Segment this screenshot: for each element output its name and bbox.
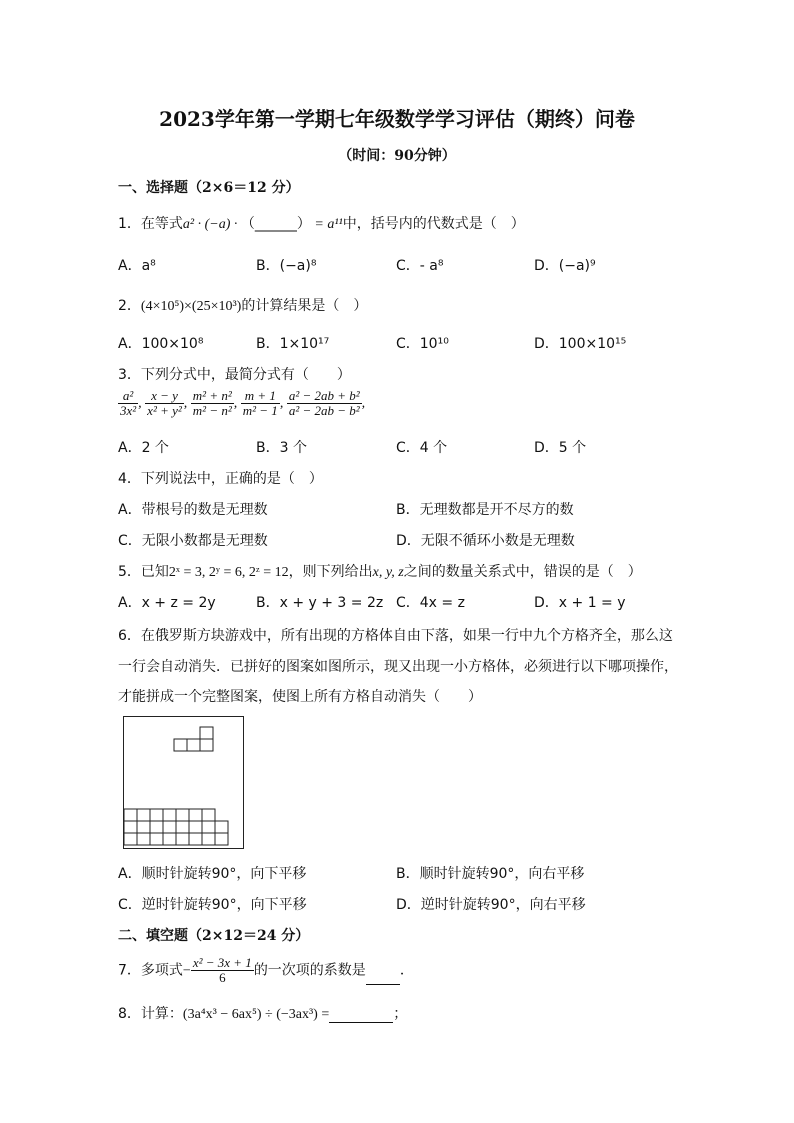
q4-option-b: B．无理数都是开不尽方的数 [396,502,574,518]
question-6-line1: 6．在俄罗斯方块游戏中，所有出现的方格体自由下落，如果一行中九个方格齐全，那么这 [118,628,673,644]
q5-vars: x, y, z [372,565,404,580]
question-4 [118,468,323,488]
q1-option-b: B．(−a)⁸ [256,258,317,274]
question-number: 3． [118,367,141,383]
q3-option-c: C．4 个 [396,440,448,456]
question-5 [118,561,642,581]
q2-option-c: C．10¹⁰ [396,336,449,352]
q3-option-a: A．2 个 [118,440,169,456]
q2-text: 的计算结果是（ ） [241,298,368,314]
question-8: 8．计算：(3a⁴x³ − 6ax⁵) ÷ (−3ax³) = ； [118,1006,408,1022]
tetris-grid-svg [124,717,242,847]
q5-option-b: B．x + y + 3 = 2z [256,595,384,611]
q5-expr: 2ˣ = 3, 2ʸ = 6, 2ᶻ = 12 [168,565,289,580]
q2-expr: (4×10⁵)×(25×10³) [140,299,242,314]
q1-expr: a² · (−a) · [182,217,241,232]
fraction: $\frac{\text{m² + n²}}{\text{m² − n²}}$ [192,388,232,418]
q1-post: 中，括号内的代数式是（ ） [342,216,525,232]
q4-option-d: D．无限不循环小数是无理数 [396,533,575,549]
q5-option-a: A．x + z = 2y [118,595,216,611]
q4-text: 下列说法中，正确的是（ ） [140,471,323,487]
q4-option-c: C．无限小数都是无理数 [118,533,268,549]
answer-blank[interactable] [366,970,400,985]
question-6-line2: 一行会自动消失．已拼好的图案如图所示，现又出现一小方格体，必须进行以下哪项操作， [118,659,678,675]
question-6-line3: 才能拼成一个完整图案，使图上所有方格自动消失（ ） [118,689,482,705]
q2-option-b: B．1×10¹⁷ [256,336,330,352]
q5-post: 之间的数量关系式中，错误的是（ ） [403,564,642,580]
question-number: 4． [118,471,141,487]
question-3 [118,364,351,384]
q6-option-d: D．逆时针旋转90°，向右平移 [396,897,586,913]
q1-option-c: C．- a⁸ [396,258,444,274]
piece-block [187,739,200,751]
q2-option-a: A．100×10⁸ [118,336,204,352]
question-number: 8． [118,1006,141,1022]
q1-pre: 在等式 [140,216,183,232]
question-1 [118,213,525,233]
fraction: $\frac{x - y}{\text{x² + y²}}$ [147,388,182,418]
q5-option-c: C．4x = z [396,595,465,611]
fraction: $\frac{\text{x² − 3x + 1}}{6}$ [192,955,252,985]
q2-option-d: D．100×10¹⁵ [534,336,627,352]
fraction: $\frac{\text{a² − 2ab + b²}}{\text{a² − 2ab − b²}}$ [288,388,360,418]
fraction: $\frac{m + 1}{\text{m² − 1}}$ [242,388,278,418]
q1-option-d: D．(−a)⁹ [534,258,596,274]
q3-text: 下列分式中，最简分式有（ ） [140,367,351,383]
q3-fraction-list: $\frac{\text{a²}}{\text{3x²}}$ , $\frac{x - y}{\text{x² + y²}}$ , $\frac{\text{m² + n²}}{\text{m² − n²}}$ , $\frac{m + 1}{\text{m² − 1}}$ , $\frac{\text{a² − 2ab + b²}}{\text{a² − 2ab − b²}}$ , [120,388,366,418]
question-2 [118,295,367,315]
q4-option-a: A．带根号的数是无理数 [118,502,268,518]
question-number: 5． [118,564,141,580]
q1-eq: = a¹¹ [310,217,343,232]
piece-block [200,727,213,739]
q5-option-d: D．x + 1 = y [534,595,626,611]
q6-option-a: A．顺时针旋转90°，向下平移 [118,866,307,882]
page-title: 2023学年第一学期七年级数学学习评估（期终）问卷 [159,107,635,131]
q6-option-c: C．逆时针旋转90°，向下平移 [118,897,307,913]
q5-pre: 已知 [140,564,169,580]
q6-option-b: B．顺时针旋转90°，向右平移 [396,866,585,882]
question-number: 1． [118,216,141,232]
tetris-figure [123,716,244,849]
fraction: $\frac{\text{a²}}{\text{3x²}}$ [120,388,137,418]
time-subtitle: （时间：90分钟） [338,148,456,164]
section-heading-fill: 二、填空题（2×12＝24 分） [118,928,310,944]
piece-block [174,739,187,751]
piece-block [200,739,213,751]
section-heading-choice: 一、选择题（2×6＝12 分） [118,180,300,196]
question-number: 2． [118,298,141,314]
q1-paren: （______） [240,216,311,232]
question-7: 7．多项式− $\frac{\text{x² − 3x + 1}}{6}$ 的一次项的系数是 ． [118,955,414,985]
q1-option-a: A．a⁸ [118,258,156,274]
question-number: 6． [118,628,141,644]
answer-blank[interactable] [329,1008,393,1023]
q3-option-b: B．3 个 [256,440,307,456]
q5-mid: ，则下列给出 [288,564,373,580]
q3-option-d: D．5 个 [534,440,587,456]
question-number: 7． [118,962,141,979]
